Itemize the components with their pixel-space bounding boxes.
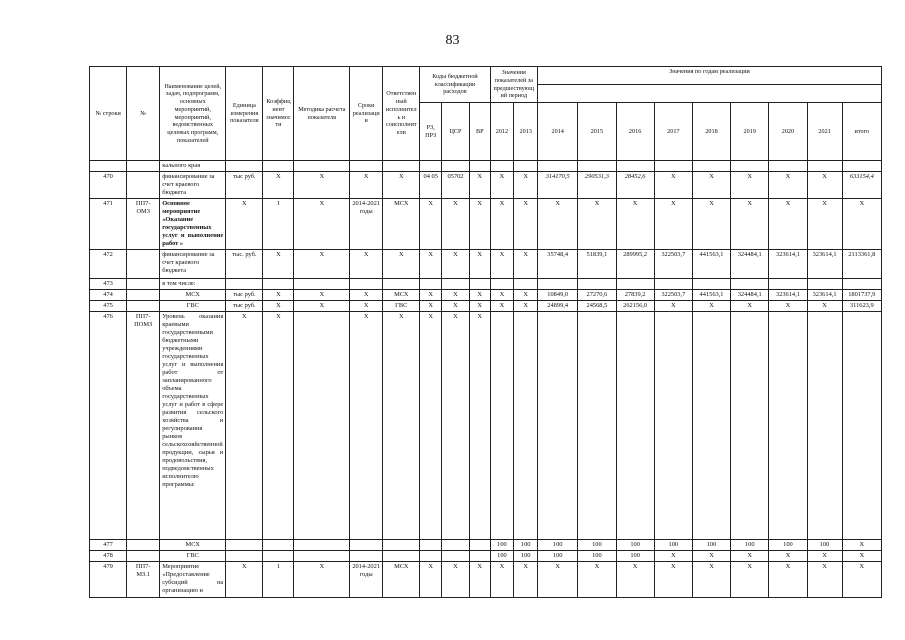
cell-term: 2014-2021 годы bbox=[350, 199, 383, 250]
header-coef: Коэффициент значимости bbox=[263, 67, 294, 161]
cell-total: 633154,4 bbox=[842, 172, 881, 199]
cell-year-value: 100 bbox=[538, 540, 578, 551]
cell-year-value: 323614,1 bbox=[807, 290, 842, 301]
table-row bbox=[90, 161, 882, 172]
cell-exec: МСХ bbox=[383, 290, 420, 301]
cell-row-no: 472 bbox=[90, 250, 127, 279]
cell-rz: X bbox=[420, 312, 442, 540]
cell-year-value: X bbox=[769, 562, 807, 598]
table-row bbox=[90, 279, 882, 290]
cell-rz: X bbox=[420, 199, 442, 250]
cell-unit: тыс руб. bbox=[226, 290, 263, 301]
cell-year-value: 100 bbox=[514, 551, 538, 562]
cell-method bbox=[294, 551, 350, 562]
header-year: 2017 bbox=[654, 103, 692, 161]
cell-year-value: 100 bbox=[769, 540, 807, 551]
cell-total bbox=[842, 312, 881, 540]
header-year: 2012 bbox=[490, 103, 514, 161]
cell-row-no: 475 bbox=[90, 301, 127, 312]
cell-exec: X bbox=[383, 172, 420, 199]
cell-term bbox=[350, 279, 383, 290]
cell-name: финансирование за счет краевого бюджета bbox=[160, 250, 226, 279]
cell-total: 1801737,9 bbox=[842, 290, 881, 301]
cell-year-value: X bbox=[807, 301, 842, 312]
cell-row-no bbox=[90, 161, 127, 172]
cell-year-value bbox=[490, 312, 514, 540]
cell-year-value: X bbox=[514, 301, 538, 312]
cell-year-value: 100 bbox=[807, 540, 842, 551]
cell-term: X bbox=[350, 312, 383, 540]
cell-csr: X bbox=[442, 562, 470, 598]
cell-year-value: X bbox=[654, 551, 692, 562]
cell-year-value bbox=[514, 161, 538, 172]
cell-no bbox=[127, 540, 160, 551]
table-row bbox=[90, 301, 882, 312]
table-row bbox=[90, 551, 882, 562]
cell-year-value: 10849,0 bbox=[538, 290, 578, 301]
cell-csr bbox=[442, 551, 470, 562]
cell-no: ПП7-ОМЗ bbox=[127, 199, 160, 250]
cell-rz: X bbox=[420, 562, 442, 598]
cell-name: Уровень оказания краевыми государственными бюджетными учреждениями государственных услуг и выполнения работ от запланированного объема государственных услуг и работ в сфере развития сельского хозяйства и регулирования рынков сельскохозяйственной продукции, сырья и продовольствия, подведомственных исполнителю программы: bbox=[160, 312, 226, 540]
header-csr: ЦСР bbox=[442, 103, 470, 161]
cell-csr bbox=[442, 161, 470, 172]
cell-coef bbox=[263, 551, 294, 562]
cell-year-value: 100 bbox=[490, 540, 514, 551]
cell-year-value: 100 bbox=[616, 551, 654, 562]
cell-row-no: 470 bbox=[90, 172, 127, 199]
cell-year-value: X bbox=[490, 562, 514, 598]
cell-row-no: 479 bbox=[90, 562, 127, 598]
header-years-spacer bbox=[538, 85, 882, 103]
cell-year-value: X bbox=[807, 172, 842, 199]
cell-year-value: X bbox=[654, 172, 692, 199]
cell-year-value: 322503,7 bbox=[654, 250, 692, 279]
cell-no bbox=[127, 172, 160, 199]
cell-total bbox=[842, 161, 881, 172]
cell-year-value: X bbox=[769, 551, 807, 562]
cell-year-value bbox=[616, 312, 654, 540]
cell-vr: X bbox=[469, 562, 490, 598]
cell-year-value: X bbox=[490, 199, 514, 250]
header-vr: ВР bbox=[469, 103, 490, 161]
cell-csr: X bbox=[442, 290, 470, 301]
cell-year-value: X bbox=[692, 562, 730, 598]
cell-year-value bbox=[692, 279, 730, 290]
cell-vr bbox=[469, 161, 490, 172]
cell-year-value: X bbox=[769, 301, 807, 312]
cell-vr: X bbox=[469, 312, 490, 540]
cell-name: кального края bbox=[160, 161, 226, 172]
cell-csr: X bbox=[442, 199, 470, 250]
cell-year-value bbox=[538, 312, 578, 540]
cell-coef: X bbox=[263, 172, 294, 199]
cell-exec: МСХ bbox=[383, 562, 420, 598]
cell-exec: X bbox=[383, 312, 420, 540]
cell-method bbox=[294, 161, 350, 172]
cell-year-value: 324484,1 bbox=[731, 250, 769, 279]
cell-year-value: X bbox=[654, 199, 692, 250]
cell-row-no: 473 bbox=[90, 279, 127, 290]
cell-year-value: X bbox=[769, 199, 807, 250]
cell-year-value: X bbox=[692, 301, 730, 312]
header-year: 2020 bbox=[769, 103, 807, 161]
cell-term: X bbox=[350, 290, 383, 301]
cell-rz bbox=[420, 279, 442, 290]
cell-year-value: X bbox=[514, 172, 538, 199]
cell-vr: X bbox=[469, 301, 490, 312]
cell-coef: X bbox=[263, 250, 294, 279]
cell-coef: 1 bbox=[263, 562, 294, 598]
cell-total bbox=[842, 279, 881, 290]
cell-rz: X bbox=[420, 250, 442, 279]
header-prev-period: Значения показателей за предшествующий период bbox=[490, 67, 537, 103]
cell-rz bbox=[420, 551, 442, 562]
header-year: 2014 bbox=[538, 103, 578, 161]
cell-rz: X bbox=[420, 290, 442, 301]
cell-vr bbox=[469, 279, 490, 290]
indicators-table bbox=[89, 66, 882, 598]
cell-term: X bbox=[350, 250, 383, 279]
cell-row-no: 474 bbox=[90, 290, 127, 301]
cell-year-value bbox=[692, 161, 730, 172]
cell-term: X bbox=[350, 172, 383, 199]
cell-total: X bbox=[842, 199, 881, 250]
header-no: № bbox=[127, 67, 160, 161]
cell-year-value bbox=[807, 312, 842, 540]
cell-no bbox=[127, 250, 160, 279]
cell-csr bbox=[442, 540, 470, 551]
cell-year-value: X bbox=[731, 199, 769, 250]
cell-term: X bbox=[350, 301, 383, 312]
table-body bbox=[90, 161, 882, 598]
cell-no bbox=[127, 551, 160, 562]
header-year: 2019 bbox=[731, 103, 769, 161]
cell-year-value: X bbox=[490, 250, 514, 279]
cell-year-value: 324484,1 bbox=[731, 290, 769, 301]
cell-year-value: X bbox=[616, 562, 654, 598]
cell-year-value: 290531,3 bbox=[578, 172, 616, 199]
header-year: 2015 bbox=[578, 103, 616, 161]
cell-year-value: 322503,7 bbox=[654, 290, 692, 301]
cell-row-no: 476 bbox=[90, 312, 127, 540]
cell-year-value bbox=[769, 279, 807, 290]
cell-vr: X bbox=[469, 172, 490, 199]
cell-year-value: X bbox=[490, 172, 514, 199]
cell-year-value bbox=[490, 279, 514, 290]
cell-vr: X bbox=[469, 199, 490, 250]
cell-method bbox=[294, 540, 350, 551]
cell-method: X bbox=[294, 562, 350, 598]
cell-year-value: X bbox=[769, 172, 807, 199]
cell-year-value: 100 bbox=[578, 540, 616, 551]
cell-year-value: 100 bbox=[654, 540, 692, 551]
cell-year-value: 100 bbox=[731, 540, 769, 551]
cell-name: МСХ bbox=[160, 540, 226, 551]
header-row-no: № строки bbox=[90, 67, 127, 161]
cell-year-value bbox=[654, 312, 692, 540]
cell-name: ГВС bbox=[160, 551, 226, 562]
cell-year-value: X bbox=[538, 562, 578, 598]
cell-year-value: 27839,2 bbox=[616, 290, 654, 301]
cell-term bbox=[350, 540, 383, 551]
cell-rz bbox=[420, 161, 442, 172]
cell-year-value bbox=[538, 279, 578, 290]
cell-year-value bbox=[514, 279, 538, 290]
table-row bbox=[90, 172, 882, 199]
header-budget-codes: Коды бюджетной классификации расходов bbox=[420, 67, 490, 103]
cell-year-value: X bbox=[514, 250, 538, 279]
cell-name: МСХ bbox=[160, 290, 226, 301]
cell-row-no: 471 bbox=[90, 199, 127, 250]
table-header bbox=[90, 67, 882, 161]
cell-rz: 04 05 bbox=[420, 172, 442, 199]
cell-year-value: X bbox=[514, 199, 538, 250]
cell-csr: X bbox=[442, 301, 470, 312]
header-unit: Единица измерения показателя bbox=[226, 67, 263, 161]
cell-year-value: 262156,0 bbox=[616, 301, 654, 312]
cell-year-value: 441563,1 bbox=[692, 250, 730, 279]
cell-unit: тыс руб. bbox=[226, 301, 263, 312]
cell-year-value: X bbox=[731, 301, 769, 312]
table-row bbox=[90, 562, 882, 598]
cell-unit: X bbox=[226, 199, 263, 250]
page-number: 83 bbox=[445, 33, 460, 48]
cell-vr: X bbox=[469, 290, 490, 301]
cell-coef: 1 bbox=[263, 199, 294, 250]
cell-year-value: 100 bbox=[538, 551, 578, 562]
cell-year-value: X bbox=[692, 551, 730, 562]
header-method: Методика расчета показателя bbox=[294, 67, 350, 161]
cell-year-value bbox=[731, 279, 769, 290]
cell-year-value bbox=[616, 161, 654, 172]
cell-total: X bbox=[842, 562, 881, 598]
cell-year-value: X bbox=[578, 199, 616, 250]
cell-year-value bbox=[490, 161, 514, 172]
cell-exec: ГВС bbox=[383, 301, 420, 312]
cell-method bbox=[294, 312, 350, 540]
cell-name: Основное мероприятие «Оказание государственных услуг и выполнение работ » bbox=[160, 199, 226, 250]
cell-year-value bbox=[807, 161, 842, 172]
cell-year-value bbox=[616, 279, 654, 290]
table-row bbox=[90, 312, 882, 540]
cell-name: Мероприятие «Предоставление субсидий на организацию и bbox=[160, 562, 226, 598]
cell-year-value: 289995,2 bbox=[616, 250, 654, 279]
table-row bbox=[90, 199, 882, 250]
header-year: 2013 bbox=[514, 103, 538, 161]
cell-exec bbox=[383, 161, 420, 172]
cell-year-value: X bbox=[692, 172, 730, 199]
cell-year-value: X bbox=[490, 290, 514, 301]
header-year: 2016 bbox=[616, 103, 654, 161]
cell-exec bbox=[383, 279, 420, 290]
cell-year-value bbox=[578, 161, 616, 172]
cell-year-value bbox=[731, 312, 769, 540]
table-row bbox=[90, 540, 882, 551]
cell-year-value: 314170,5 bbox=[538, 172, 578, 199]
cell-unit bbox=[226, 161, 263, 172]
cell-year-value: X bbox=[538, 199, 578, 250]
cell-year-value: X bbox=[807, 551, 842, 562]
cell-exec: X bbox=[383, 250, 420, 279]
header-years-group: Значения по годам реализации bbox=[538, 67, 882, 85]
table-row bbox=[90, 290, 882, 301]
header-exec: Ответственный исполнитель и соисполнители bbox=[383, 67, 420, 161]
cell-year-value bbox=[654, 161, 692, 172]
cell-csr: 05702 bbox=[442, 172, 470, 199]
cell-year-value: 100 bbox=[578, 551, 616, 562]
cell-year-value: 323614,1 bbox=[769, 290, 807, 301]
cell-year-value: X bbox=[654, 301, 692, 312]
header-name: Наименование целей, задач, подпрограмм, основных мероприятий, мероприятий, ведомственных целевых программ, показателей bbox=[160, 67, 226, 161]
cell-year-value: 28452,6 bbox=[616, 172, 654, 199]
cell-method: X bbox=[294, 172, 350, 199]
cell-method bbox=[294, 279, 350, 290]
cell-year-value: 441563,1 bbox=[692, 290, 730, 301]
cell-csr bbox=[442, 279, 470, 290]
cell-exec bbox=[383, 551, 420, 562]
cell-coef bbox=[263, 279, 294, 290]
cell-unit bbox=[226, 279, 263, 290]
cell-year-value: X bbox=[616, 199, 654, 250]
cell-year-value: X bbox=[692, 199, 730, 250]
cell-exec: МСХ bbox=[383, 199, 420, 250]
header-year: 2021 bbox=[807, 103, 842, 161]
cell-total: 2113361,8 bbox=[842, 250, 881, 279]
cell-year-value: 100 bbox=[490, 551, 514, 562]
cell-year-value bbox=[807, 279, 842, 290]
cell-rz bbox=[420, 540, 442, 551]
cell-year-value: X bbox=[807, 562, 842, 598]
cell-method: X bbox=[294, 199, 350, 250]
cell-year-value: 100 bbox=[514, 540, 538, 551]
cell-coef: X bbox=[263, 312, 294, 540]
cell-year-value bbox=[692, 312, 730, 540]
cell-no: ПП7-МЗ.1 bbox=[127, 562, 160, 598]
cell-term bbox=[350, 551, 383, 562]
cell-year-value: 24568,5 bbox=[578, 301, 616, 312]
cell-coef bbox=[263, 540, 294, 551]
header-total: итого bbox=[842, 103, 881, 161]
cell-row-no: 477 bbox=[90, 540, 127, 551]
cell-year-value: 323614,1 bbox=[807, 250, 842, 279]
header-year: 2018 bbox=[692, 103, 730, 161]
cell-no bbox=[127, 161, 160, 172]
cell-no bbox=[127, 290, 160, 301]
cell-vr: X bbox=[469, 250, 490, 279]
cell-year-value: X bbox=[578, 562, 616, 598]
cell-year-value: X bbox=[514, 290, 538, 301]
cell-csr: X bbox=[442, 250, 470, 279]
cell-year-value: X bbox=[807, 199, 842, 250]
cell-year-value: 100 bbox=[616, 540, 654, 551]
cell-method: X bbox=[294, 290, 350, 301]
cell-year-value: X bbox=[731, 551, 769, 562]
cell-year-value: X bbox=[731, 562, 769, 598]
cell-year-value: X bbox=[490, 301, 514, 312]
cell-vr bbox=[469, 540, 490, 551]
cell-total: 311623,9 bbox=[842, 301, 881, 312]
cell-year-value bbox=[654, 279, 692, 290]
cell-coef: X bbox=[263, 301, 294, 312]
cell-coef: X bbox=[263, 290, 294, 301]
cell-year-value: X bbox=[731, 172, 769, 199]
cell-row-no: 478 bbox=[90, 551, 127, 562]
cell-year-value bbox=[769, 161, 807, 172]
cell-unit bbox=[226, 551, 263, 562]
cell-unit bbox=[226, 540, 263, 551]
cell-method: X bbox=[294, 250, 350, 279]
cell-name: ГВС bbox=[160, 301, 226, 312]
table-row bbox=[90, 250, 882, 279]
cell-method: X bbox=[294, 301, 350, 312]
cell-year-value bbox=[578, 279, 616, 290]
cell-year-value: 100 bbox=[692, 540, 730, 551]
cell-total: X bbox=[842, 551, 881, 562]
header-rz: РЗ, ПРЗ bbox=[420, 103, 442, 161]
cell-year-value bbox=[731, 161, 769, 172]
cell-unit: тыс руб. bbox=[226, 172, 263, 199]
cell-coef bbox=[263, 161, 294, 172]
cell-unit: тыс. руб. bbox=[226, 250, 263, 279]
cell-year-value: X bbox=[654, 562, 692, 598]
cell-unit: X bbox=[226, 562, 263, 598]
cell-year-value: 323614,1 bbox=[769, 250, 807, 279]
cell-year-value bbox=[769, 312, 807, 540]
cell-no: ПП7-ПОМЗ bbox=[127, 312, 160, 540]
cell-year-value bbox=[578, 312, 616, 540]
cell-no bbox=[127, 301, 160, 312]
cell-year-value bbox=[514, 312, 538, 540]
cell-name: финансирование за счет краевого бюджета bbox=[160, 172, 226, 199]
cell-csr: X bbox=[442, 312, 470, 540]
cell-year-value: 35748,4 bbox=[538, 250, 578, 279]
cell-name: в том числе: bbox=[160, 279, 226, 290]
cell-year-value: X bbox=[514, 562, 538, 598]
cell-vr bbox=[469, 551, 490, 562]
header-term: Сроки реализации bbox=[350, 67, 383, 161]
cell-total: X bbox=[842, 540, 881, 551]
cell-year-value: 27270,6 bbox=[578, 290, 616, 301]
cell-exec bbox=[383, 540, 420, 551]
cell-year-value: 24899,4 bbox=[538, 301, 578, 312]
cell-unit: X bbox=[226, 312, 263, 540]
cell-year-value: 51839,1 bbox=[578, 250, 616, 279]
cell-term bbox=[350, 161, 383, 172]
cell-year-value bbox=[538, 161, 578, 172]
cell-term: 2014-2021 годы bbox=[350, 562, 383, 598]
cell-no bbox=[127, 279, 160, 290]
cell-rz: X bbox=[420, 301, 442, 312]
